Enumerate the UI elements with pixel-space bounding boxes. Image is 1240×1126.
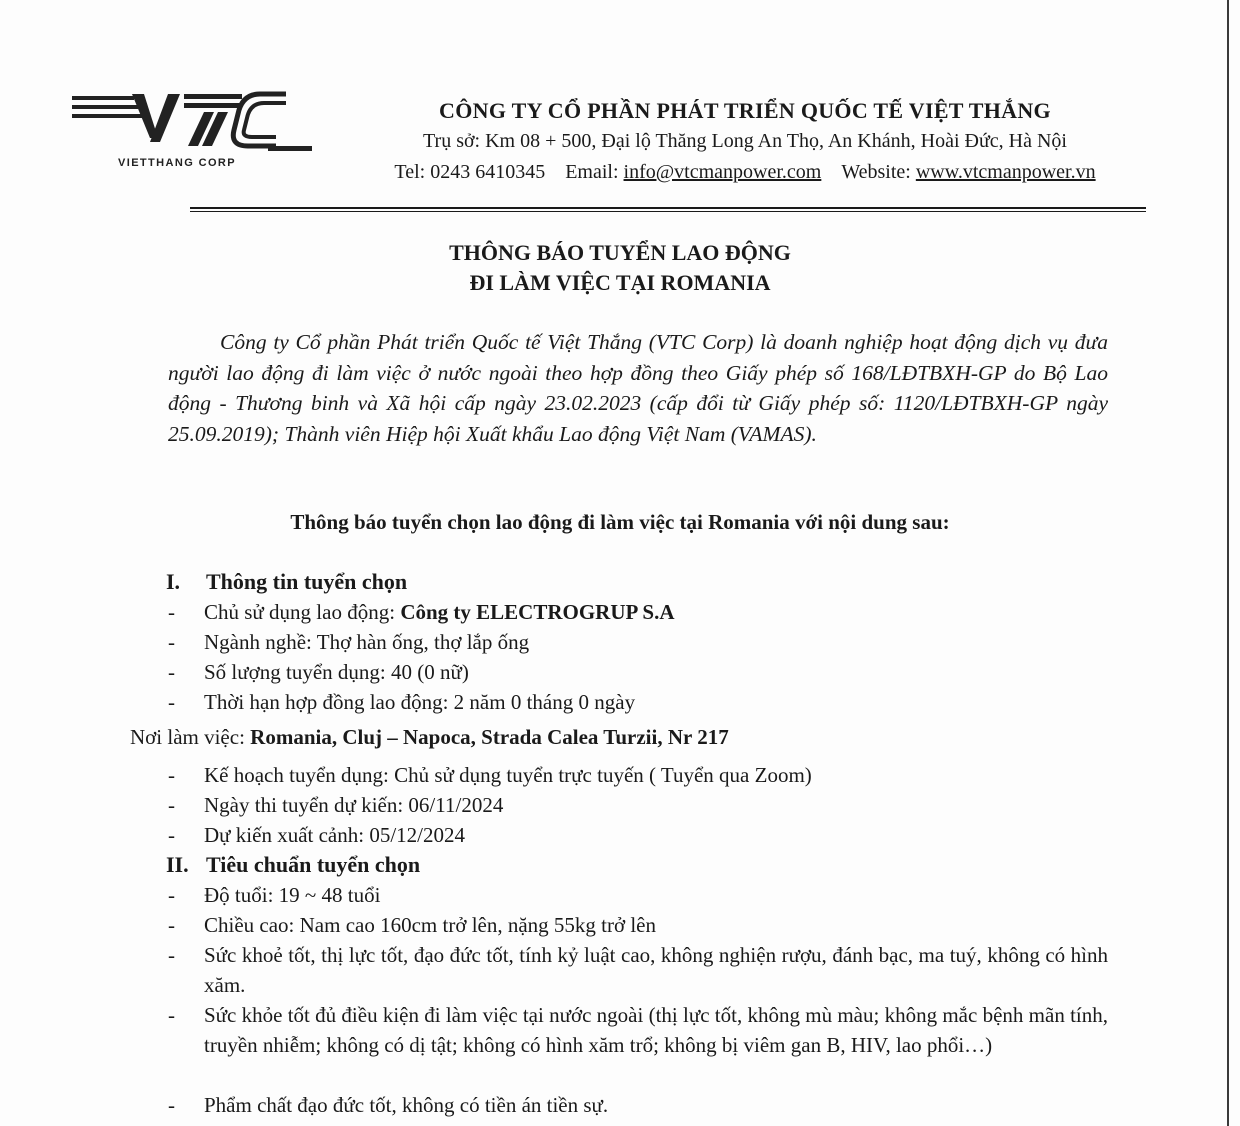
company-tel: Tel: 0243 6410345 <box>394 161 546 183</box>
list-item-health2 <box>168 1000 1108 1060</box>
employer-name: Công ty ELECTROGRUP S.A <box>400 600 675 624</box>
logo-subtitle: VIETTHANG CORP <box>118 157 236 169</box>
lead-sentence: Thông báo tuyển chọn lao động đi làm việc tại Romania với nội dung sau: <box>290 510 950 534</box>
website-link[interactable]: www.vtcmanpower.vn <box>915 161 1096 183</box>
bullet-dash: - <box>168 1093 175 1117</box>
list-item-employer <box>168 597 1108 627</box>
list-item-ethics <box>168 1090 1108 1120</box>
workplace-line <box>130 722 729 752</box>
section1-heading <box>166 567 407 597</box>
bullet-dash: - <box>168 630 175 654</box>
bullet-dash: - <box>168 883 175 907</box>
intro-paragraph: Công ty Cổ phần Phát triển Quốc tế Việt Thắng (VTC Corp) là doanh nghiệp hoạt động dịch vụ đưa người lao động đi làm việc ở nước ngoài theo hợp đồng theo Giấy phép số 168/LĐTBXH-GP do Bộ Lao động - Thương binh và Xã hội cấp ngày 23.02.2023 (cấp đổi từ Giấy phép số: 1120/LĐTBXH-GP ngày 25.09.2019); Thành viên Hiệp hội Xuất khẩu Lao động Việt Nam (VAMAS). <box>168 330 1108 446</box>
bullet-dash: - <box>168 913 175 937</box>
bullet-dash: - <box>168 660 175 684</box>
workplace-label: Nơi làm việc: <box>130 725 251 749</box>
bullet-dash: - <box>168 823 175 847</box>
email-link[interactable]: info@vtcmanpower.com <box>623 161 822 183</box>
list-item-occupation <box>168 627 1108 657</box>
doc-title-line2: ĐI LÀM VIỆC TẠI ROMANIA <box>469 270 771 295</box>
bullet-dash: - <box>168 690 175 714</box>
list-item-quantity <box>168 657 1108 687</box>
header-divider-thin <box>190 211 1146 212</box>
company-address: Trụ sở: Km 08 + 500, Đại lộ Thăng Long An Thọ, An Khánh, Hoài Đức, Hà Nội <box>423 130 1067 152</box>
company-contact <box>330 157 1160 188</box>
section2-number: II. <box>166 852 189 877</box>
company-header <box>330 96 1160 188</box>
email-label: Email: <box>565 161 624 183</box>
list-item-health1 <box>168 940 1108 1000</box>
section1-title: Thông tin tuyển chọn <box>206 569 408 594</box>
workplace-value: Romania, Cluj – Napoca, Strada Calea Turzii, Nr 217 <box>250 725 729 749</box>
health1-text: Sức khoẻ tốt, thị lực tốt, đạo đức tốt, tính kỷ luật cao, không nghiện rượu, đánh bạc, ma tuý, không có hình xăm. <box>204 943 1108 997</box>
ethics-text: Phẩm chất đạo đức tốt, không có tiền án tiền sự. <box>204 1093 609 1117</box>
header-divider <box>190 207 1146 209</box>
bullet-dash: - <box>168 1003 175 1027</box>
company-name: CÔNG TY CỔ PHẦN PHÁT TRIỂN QUỐC TẾ VIỆT THẮNG <box>439 98 1051 123</box>
height-text: Chiều cao: Nam cao 160cm trở lên, nặng 55kg trở lên <box>204 913 657 937</box>
vtc-logo-mark <box>72 86 312 158</box>
section2-heading <box>166 850 420 880</box>
bullet-dash: - <box>168 600 175 624</box>
bullet-dash: - <box>168 793 175 817</box>
list-item-contract <box>168 687 1108 717</box>
list-item-plan <box>168 760 1108 790</box>
scan-edge <box>1227 0 1229 1126</box>
occupation-text: Ngành nghề: Thợ hàn ống, thợ lắp ống <box>204 630 530 654</box>
list-item-exam-date <box>168 790 1108 820</box>
list-item-age <box>168 880 1108 910</box>
quantity-text: Số lượng tuyển dụng: 40 (0 nữ) <box>204 660 469 684</box>
section1-number: I. <box>166 569 181 594</box>
list-item-departure <box>168 820 1108 850</box>
doc-title-line1: THÔNG BÁO TUYỂN LAO ĐỘNG <box>449 240 791 265</box>
contract-text: Thời hạn hợp đồng lao động: 2 năm 0 tháng 0 ngày <box>204 690 636 714</box>
section2-title: Tiêu chuẩn tuyển chọn <box>206 852 421 877</box>
employer-label: Chủ sử dụng lao động: <box>204 600 401 624</box>
bullet-dash: - <box>168 763 175 787</box>
list-item-height <box>168 910 1108 940</box>
age-text: Độ tuổi: 19 ~ 48 tuổi <box>204 883 381 907</box>
plan-text: Kế hoạch tuyển dụng: Chủ sử dụng tuyển trực tuyến ( Tuyển qua Zoom) <box>204 763 812 787</box>
exam-date-text: Ngày thi tuyển dự kiến: 06/11/2024 <box>204 793 504 817</box>
website-label: Website: <box>841 161 916 183</box>
company-logo <box>72 86 312 176</box>
departure-text: Dự kiến xuất cảnh: 05/12/2024 <box>204 823 466 847</box>
bullet-dash: - <box>168 943 175 967</box>
health2-text: Sức khỏe tốt đủ điều kiện đi làm việc tại nước ngoài (thị lực tốt, không mù màu; không mắc bệnh mãn tính, truyền nhiễm; không có dị tật; không có hình xăm trổ; không bị viêm gan B, HIV, lao phổi…) <box>204 1003 1108 1057</box>
